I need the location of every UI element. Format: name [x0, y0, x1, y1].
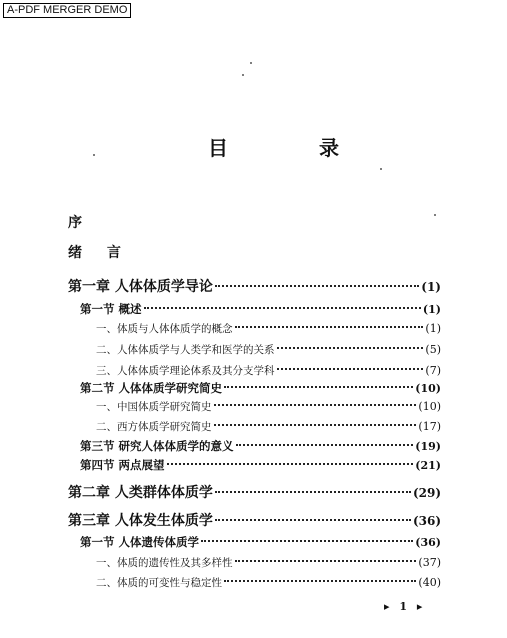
toc-entry — [96, 575, 441, 590]
toc-leader-dots — [235, 560, 417, 562]
toc-entry — [68, 482, 441, 502]
toc-entry-page: (40) — [418, 576, 441, 589]
toc-leader-dots — [236, 444, 414, 446]
toc-entry-label: 第一节 人体遗传体质学 — [80, 535, 200, 549]
watermark-label: A-PDF MERGER DEMO — [3, 3, 131, 18]
toc-entry-page: (10) — [415, 382, 441, 395]
toc-leader-dots — [277, 368, 424, 370]
toc-entry-page: (37) — [418, 556, 441, 569]
toc-entry — [80, 380, 441, 396]
toc-entry-page: (1) — [421, 280, 441, 294]
scan-speck — [93, 154, 95, 156]
toc-entry-label: 第四节 两点展望 — [80, 458, 165, 472]
toc-entry — [68, 276, 441, 296]
toc-entry-page: (5) — [425, 343, 441, 356]
toc-leader-dots — [277, 347, 424, 349]
toc-entry-page: (1) — [425, 322, 441, 335]
toc-entry — [80, 301, 441, 317]
toc-leader-dots — [215, 519, 411, 521]
scan-speck — [242, 74, 244, 76]
toc-entry-label: 二、西方体质学研究简史 — [96, 421, 212, 433]
toc-entry — [68, 510, 441, 530]
toc-entry — [96, 342, 441, 357]
toc-entry-page: (21) — [415, 459, 441, 472]
preface-heading: 序 — [68, 215, 82, 231]
page-title: 目 录 — [208, 136, 381, 160]
toc-entry — [96, 399, 441, 414]
toc-entry — [80, 534, 441, 550]
toc-leader-dots — [214, 424, 417, 426]
toc-entry-page: (36) — [412, 514, 441, 528]
toc-entry-label: 二、体质的可变性与稳定性 — [96, 577, 222, 589]
page-number: ▸ 1 ▸ — [384, 600, 426, 613]
toc-entry-label: 第一节 概述 — [80, 302, 142, 316]
toc-entry-page: (36) — [415, 536, 441, 549]
toc-entry-page: (29) — [412, 486, 441, 500]
toc-entry-label: 第三章 人体发生体质学 — [68, 513, 213, 529]
toc-entry-page: (10) — [418, 400, 441, 413]
toc-entry-label: 一、体质与人体体质学的概念 — [96, 323, 233, 335]
toc-leader-dots — [201, 540, 413, 542]
toc-entry-label: 第二章 人类群体体质学 — [68, 485, 213, 501]
toc-leader-dots — [224, 580, 416, 582]
scan-speck — [250, 62, 252, 64]
toc-leader-dots — [224, 386, 413, 388]
toc-entry-page: (19) — [415, 440, 441, 453]
toc-entry-label: 一、中国体质学研究简史 — [96, 401, 212, 413]
toc-entry — [96, 555, 441, 570]
toc-entry — [96, 419, 441, 434]
toc-entry-page: (17) — [418, 420, 441, 433]
toc-leader-dots — [235, 326, 424, 328]
toc-entry — [80, 457, 441, 473]
toc-entry-page: (7) — [425, 364, 441, 377]
toc-leader-dots — [215, 491, 411, 493]
toc-entry-label: 三、人体体质学理论体系及其分支学科 — [96, 365, 275, 377]
scan-speck — [434, 214, 436, 216]
toc-leader-dots — [214, 404, 417, 406]
toc-entry-label: 第三节 研究人体体质学的意义 — [80, 439, 234, 453]
toc-leader-dots — [215, 285, 419, 287]
toc-entry — [80, 438, 441, 454]
toc-entry-label: 第二节 人体体质学研究简史 — [80, 381, 223, 395]
toc-entry-label: 第一章 人体体质学导论 — [68, 279, 213, 295]
toc-leader-dots — [167, 463, 414, 465]
toc-entry-page: (1) — [422, 303, 441, 316]
toc-entry-label: 一、体质的遗传性及其多样性 — [96, 557, 233, 569]
scan-speck — [380, 168, 382, 170]
intro-heading: 绪 言 — [68, 245, 131, 261]
toc-entry-label: 二、人体体质学与人类学和医学的关系 — [96, 344, 275, 356]
toc-entry — [96, 321, 441, 336]
toc-entry — [96, 363, 441, 378]
toc-leader-dots — [144, 307, 421, 309]
